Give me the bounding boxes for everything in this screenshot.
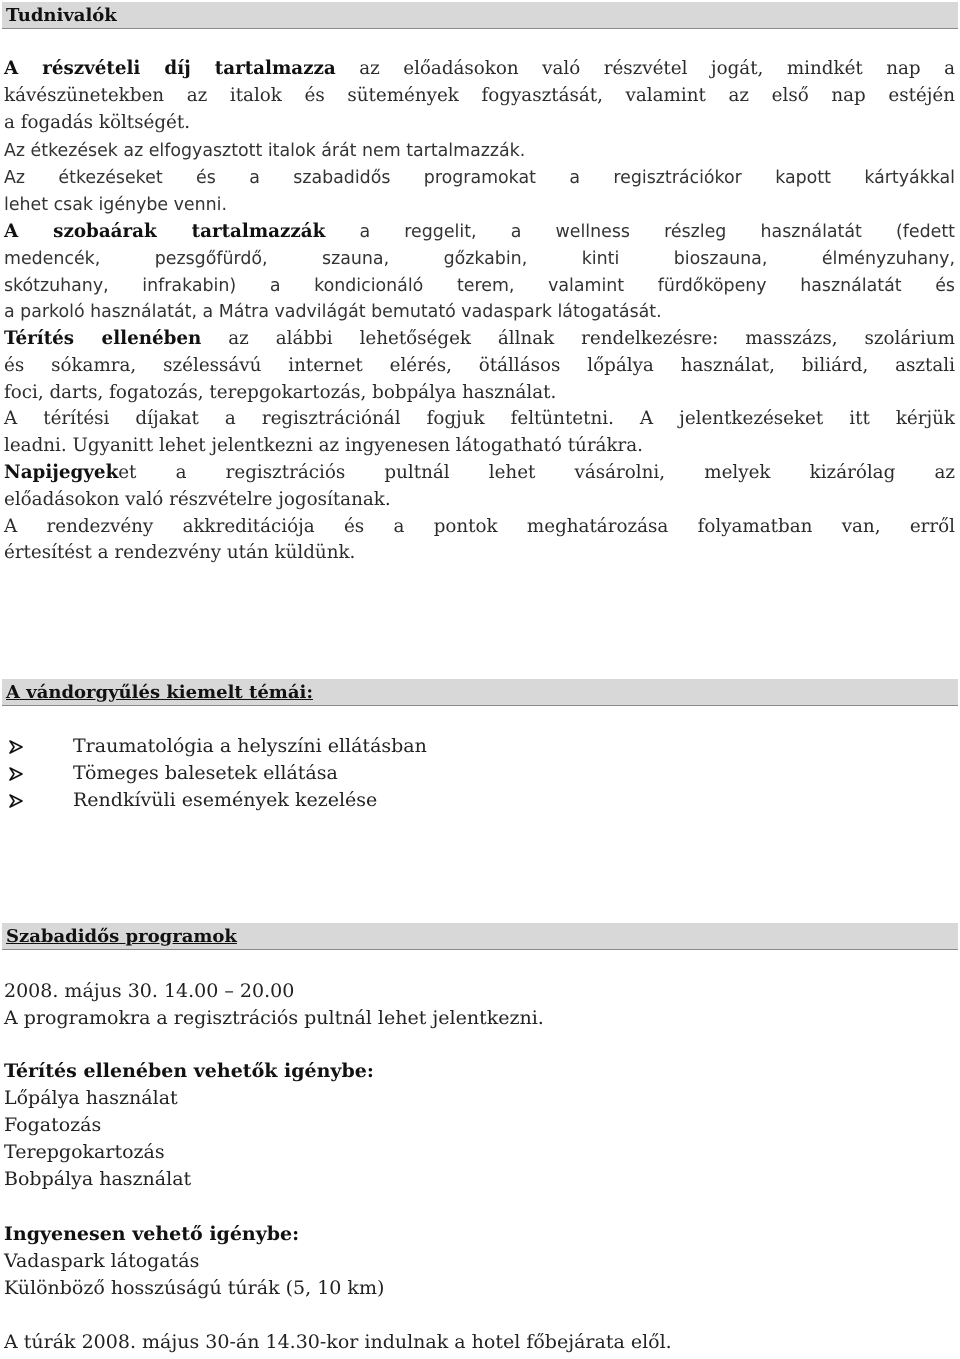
paid-heading: Térítés ellenében vehetők igénybe:	[4, 1060, 374, 1082]
arrow-bullet-icon	[8, 766, 24, 782]
paid-programs	[4, 1058, 374, 1193]
program-info	[4, 978, 544, 1032]
program-note: A programokra a regisztrációs pultnál lehet jelentkezni.	[4, 1007, 544, 1029]
list-item: Fogatozás	[4, 1114, 102, 1136]
heading-text: A vándorgyűlés kiemelt témái:	[6, 682, 313, 703]
bold-lead: Térítés ellenében	[4, 328, 202, 349]
program-date: 2008. május 30. 14.00 – 20.00	[4, 980, 295, 1002]
arrow-bullet-icon	[8, 793, 24, 809]
section-heading-tudnivalok	[2, 2, 958, 29]
list-item: Terepgokartozás	[4, 1141, 165, 1163]
list-item: Lőpálya használat	[4, 1087, 178, 1109]
paragraph-etkezesek: Az étkezések az elfogyasztott italok árát nem tartalmazzák. Az étkezéseket és a szabadidős programokat a regisztrációkor kapott kártyákkal lehet csak igénybe venni.	[4, 141, 955, 215]
topic-list	[8, 733, 708, 814]
list-item: Tömeges balesetek ellátása	[8, 760, 708, 787]
bold-lead: A szobaárak tartalmazzák	[4, 221, 326, 242]
section-heading-temak	[2, 679, 958, 706]
paragraph-szobaarak: A szobaárak tartalmazzák a reggelit, a wellness részleg használatát (fedett medencék, pezsgőfürdő, szauna, gőzkabin, kinti bioszauna, élményzuhany, skótzuhany, infrakabin) a kondicionáló terem, valamint fürdőköpeny használatát és a parkoló használatát, a Mátra vadvilágát bemutató vadaspark látogatását.	[4, 221, 955, 323]
arrow-bullet-icon	[8, 739, 24, 755]
list-item: Vadaspark látogatás	[4, 1250, 200, 1272]
section-heading-szabadido	[2, 923, 958, 950]
bold-lead: Napijegyek	[4, 461, 119, 483]
list-item: Traumatológia a helyszíni ellátásban	[8, 733, 708, 760]
list-item: Rendkívüli események kezelése	[8, 787, 708, 814]
heading-text: Tudnivalók	[6, 5, 117, 26]
paragraph-terites: Térítés ellenében az alábbi lehetőségek állnak rendelkezésre: masszázs, szolárium és sókamra, szélessávú internet elérés, ötállásos lőpálya használat, biliárd, asztali foci, darts, fogatozás, terepgokartozás, bobpálya használat. A térítési díjakat a regisztrációnál fogjuk feltüntetni. A jelentkezéseket itt kérjük leadni. Ugyanitt lehet jelentkezni az ingyenesen látogatható túrákra. Napijegyeket a regisztrációs pultnál lehet vásárolni, melyek kizárólag az előadásokon való részvételre jogosítanak. A rendezvény akkreditációja és a pontok meghatározása folyamatban van, erről értesítést a rendezvény után küldünk.	[4, 328, 955, 564]
free-programs	[4, 1221, 384, 1302]
heading-text: Szabadidős programok	[6, 926, 237, 947]
list-item: Bobpálya használat	[4, 1168, 192, 1190]
closing-note: A túrák 2008. május 30-án 14.30-kor indulnak a hotel főbejárata elől.	[4, 1331, 672, 1353]
free-heading: Ingyenesen vehető igénybe:	[4, 1223, 300, 1245]
list-item: Különböző hosszúságú túrák (5, 10 km)	[4, 1277, 385, 1299]
bold-lead: A részvételi díj tartalmazza	[4, 58, 336, 79]
paragraph-reszveteli-dij: A részvételi díj tartalmazza az előadásokon való részvétel jogát, mindkét nap a kávészünetekben az italok és sütemények fogyasztását, valamint az első nap estéjén a fogadás költségét.	[4, 58, 955, 133]
